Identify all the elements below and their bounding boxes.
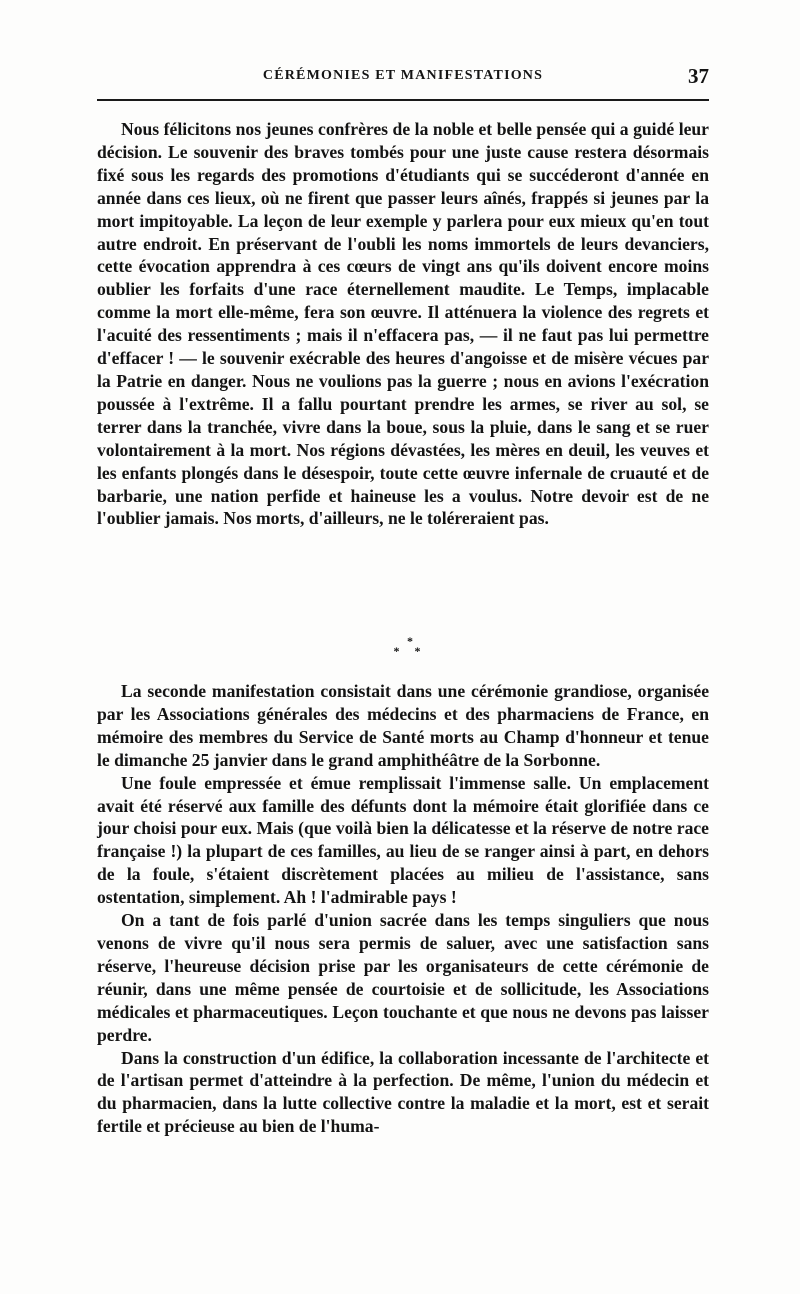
- paragraph: Une foule empressée et émue remplissait l'immense salle. Un emplacement avait été réservé aux famille des défunts dont la mémoire était glorifiée dans ce jour choisi pour eux. Mais (que voilà bien la délicatesse et la réserve de notre race française !) la plupart de ces familles, au lieu de se ranger ainsi à part, en dehors de la foule, s'étaient discrètement placées au milieu de l'assistance, sans ostentation, simplement. Ah ! l'admirable pays !: [97, 772, 709, 908]
- header-rule: [97, 99, 709, 101]
- body-text-upper: [97, 118, 709, 530]
- page-number: 37: [688, 64, 709, 88]
- paragraph: Dans la construction d'un édifice, la collaboration incessante de l'architecte et de l'artisan permet d'atteindre à la perfection. De même, l'union du médecin et du pharmacien, dans la lutte collective contre la maladie et la mort, est et serait fertile et précieuse au bien de l'huma-: [97, 1047, 709, 1137]
- page-header: [97, 66, 709, 94]
- body-text-lower: [97, 680, 709, 1138]
- paragraph: La seconde manifestation consistait dans une cérémonie grandiose, organisée par les Associations générales des médecins et des pharmaciens de France, en mémoire des membres du Service de Santé morts au Champ d'honneur et tenue le dimanche 25 janvier dans le grand amphithéâtre de la Sorbonne.: [97, 681, 709, 770]
- running-title: CÉRÉMONIES ET MANIFESTATIONS: [262, 68, 544, 83]
- paragraph: Nous félicitons nos jeunes confrères de la noble et belle pensée qui a guidé leur décision. Le souvenir des braves tombés pour une juste cause restera désormais fixé sous les regards des promotions d'étudiants qui se succéderont d'année en année dans ces lieux, où ne firent que passer leurs aînés, frappés si jeunes par la mort impitoyable. La leçon de leur exemple y parlera pour eux mieux qu'en tout autre endroit. En préservant de l'oubli les noms immortels de leurs devanciers, cette évocation apprendra à ces cœurs de vingt ans qu'ils doivent encore moins oublier les forfaits d'une race éternellement maudite. Le Temps, implacable comme la mort elle-même, fera son œuvre. Il atténuera la violence des regrets et l'acuité des ressentiments ; mais il n'effacera pas, — il ne faut pas lui permettre d'effacer ! — le souvenir exécrable des heures d'angoisse et de misère vécues par la Patrie en danger. Nous ne voulions pas la guerre ; nous en avions l'exécration poussée à l'extrême. Il a fallu pourtant prendre les armes, se river au sol, se terrer dans la tranchée, vivre dans la boue, sous la pluie, dans le sang et se ruer volontairement à la mort. Nos régions dévastées, les mères en deuil, les veuves et les enfants plongés dans le désespoir, toute cette œuvre infernale de cruauté et de barbarie, une nation perfide et haineuse les a voulus. Notre devoir est de ne l'oublier jamais. Nos morts, d'ailleurs, ne le toléreraient pas.: [97, 119, 709, 529]
- paragraph: On a tant de fois parlé d'union sacrée dans les temps singuliers que nous venons de vivre qu'il nous sera permis de saluer, avec une satisfaction sans réserve, l'heureuse décision prise par les organisateurs de cette cérémonie de réunir, dans une même pensée de courtoisie et de sollicitude, les Associations médicales et pharmaceutiques. Leçon touchante et que nous ne devons pas laisser perdre.: [97, 910, 709, 1045]
- section-break-asterism: * * *: [393, 634, 427, 658]
